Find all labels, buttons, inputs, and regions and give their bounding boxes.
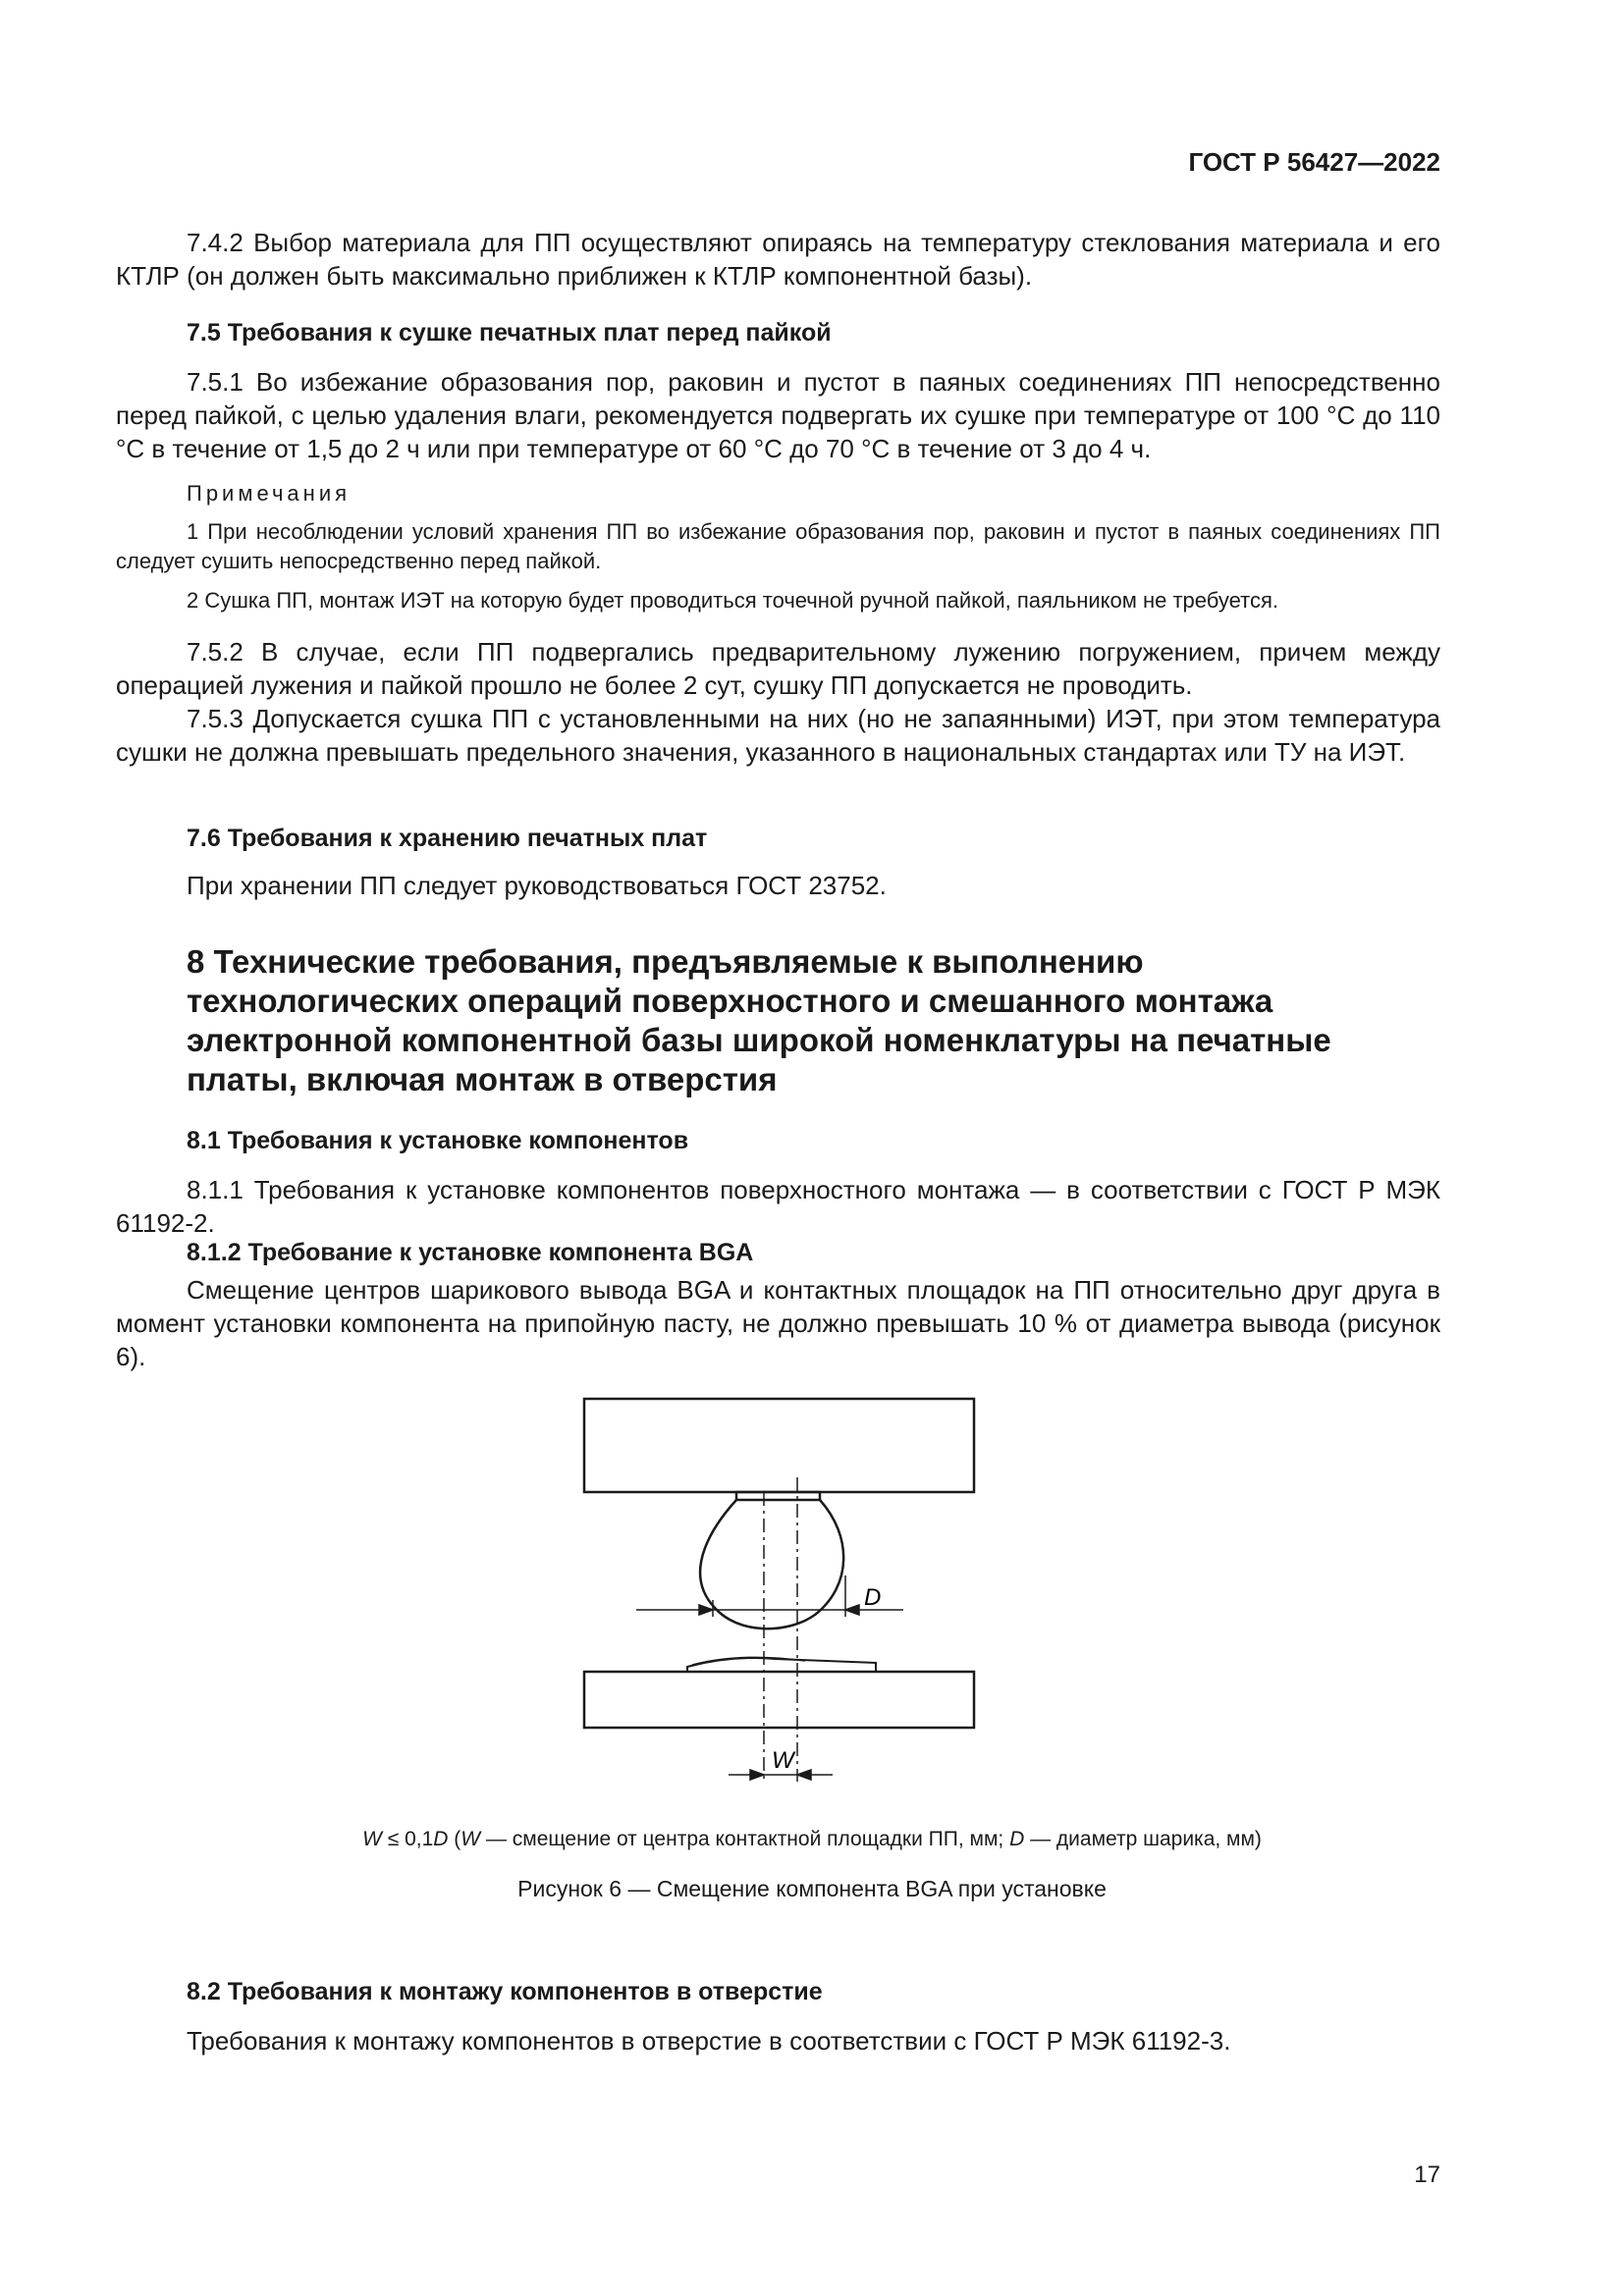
note-1: 1 При несоблюдении условий хранения ПП во избежание образования пор, раковин и пустот в паяных соединениях ПП следует сушить непосредственно перед пайкой. — [116, 519, 1440, 573]
formula-d-2: D — [1009, 1828, 1025, 1850]
heading-7-6: 7.6 Требования к хранению печатных плат — [187, 825, 708, 852]
figure-caption: Рисунок 6 — Смещение компонента BGA при установке — [517, 1876, 1107, 1901]
printed-board — [584, 1672, 974, 1728]
component-body — [584, 1399, 974, 1492]
label-w: W — [772, 1747, 794, 1774]
formula-text-2: ( — [448, 1828, 461, 1850]
figure-formula — [0, 1828, 1624, 1851]
paragraph-8-2: Требования к монтажу компонентов в отверстие в соответствии с ГОСТ Р МЭК 61192-3. — [187, 2026, 1231, 2056]
paragraph-7-6: При хранении ПП следует руководствоваться ГОСТ 23752. — [187, 871, 887, 900]
page-number: 17 — [1414, 2162, 1440, 2188]
offset-arrow-right — [797, 1770, 811, 1780]
component-pad — [736, 1492, 820, 1500]
diameter-arrow-right — [845, 1605, 859, 1615]
heading-8-2: 8.2 Требования к монтажу компонентов в отверстие — [187, 1978, 823, 2005]
heading-8-1-2: 8.1.2 Требование к установке компонента BGA — [187, 1239, 754, 1266]
paragraph-8-1-1: 8.1.1 Требования к установке компонентов поверхностного монтажа — в соответствии с ГОСТ Р МЭК 61192-2. — [116, 1175, 1440, 1238]
figure-6-bga-diagram — [569, 1389, 1001, 1801]
formula-text-4: — диаметр шарика, мм) — [1024, 1828, 1262, 1850]
diameter-arrow-left — [699, 1605, 713, 1615]
paragraph-8-1-2: Смещение центров шарикового вывода BGA и контактных площадок на ПП относительно друг друга в момент установки компонента на припойную пасту, не должно превышать 10 % от диаметра вывода (рисунок 6). — [116, 1275, 1440, 1371]
formula-w-2: W — [460, 1828, 481, 1850]
heading-8-1: 8.1 Требования к установке компонентов — [187, 1127, 689, 1154]
document-code: ГОСТ Р 56427—2022 — [1188, 147, 1440, 177]
formula-text-3: — смещение от центра контактной площадки ПП, мм; — [480, 1828, 1010, 1850]
paragraph-7-5-1: 7.5.1 Во избежание образования пор, раковин и пустот в паяных соединениях ПП непосредственно перед пайкой, с целью удаления влаги, рекомендуется подвергать их сушке при температуре от 100 °С до 110 °С в течение от 1,5 до 2 ч или при температуре от 60 °С до 70 °С в течение от 3 до 4 ч. — [116, 367, 1440, 463]
label-d: D — [864, 1584, 882, 1611]
heading-7-5: 7.5 Требования к сушке печатных плат перед пайкой — [187, 319, 832, 347]
heading-8: 8 Технические требования, предъявляемые к выполнению технологических операций поверхностного и смешанного монтажа электронной компонентной базы широкой номенклатуры на печатные платы, включая монтаж в отверстия — [187, 943, 1331, 1097]
formula-text-1: ≤ 0,1 — [381, 1828, 434, 1850]
note-2: 2 Сушка ПП, монтаж ИЭТ на которую будет проводиться точечной ручной пайкой, паяльником не требуется. — [187, 588, 1278, 613]
formula-d: D — [433, 1828, 449, 1850]
formula-w: W — [362, 1828, 382, 1850]
paragraph-7-4-2: 7.4.2 Выбор материала для ПП осуществляют опираясь на температуру стеклования материала и его КТЛР (он должен быть максимально приближен к КТЛР компонентной базы). — [116, 228, 1440, 291]
paragraph-7-5-3: 7.5.3 Допускается сушка ПП с установленными на них (но не запаянными) ИЭТ, при этом температура сушки не должна превышать предельного значения, указанного в национальных стандартах или ТУ на ИЭТ. — [116, 704, 1440, 767]
notes-title: Примечания — [187, 481, 352, 506]
paragraph-7-5-2: 7.5.2 В случае, если ПП подвергались предварительному лужению погружением, причем между операцией лужения и пайкой прошло не более 2 сут, сушку ПП допускается не проводить. — [116, 637, 1440, 700]
offset-arrow-left — [750, 1770, 764, 1780]
